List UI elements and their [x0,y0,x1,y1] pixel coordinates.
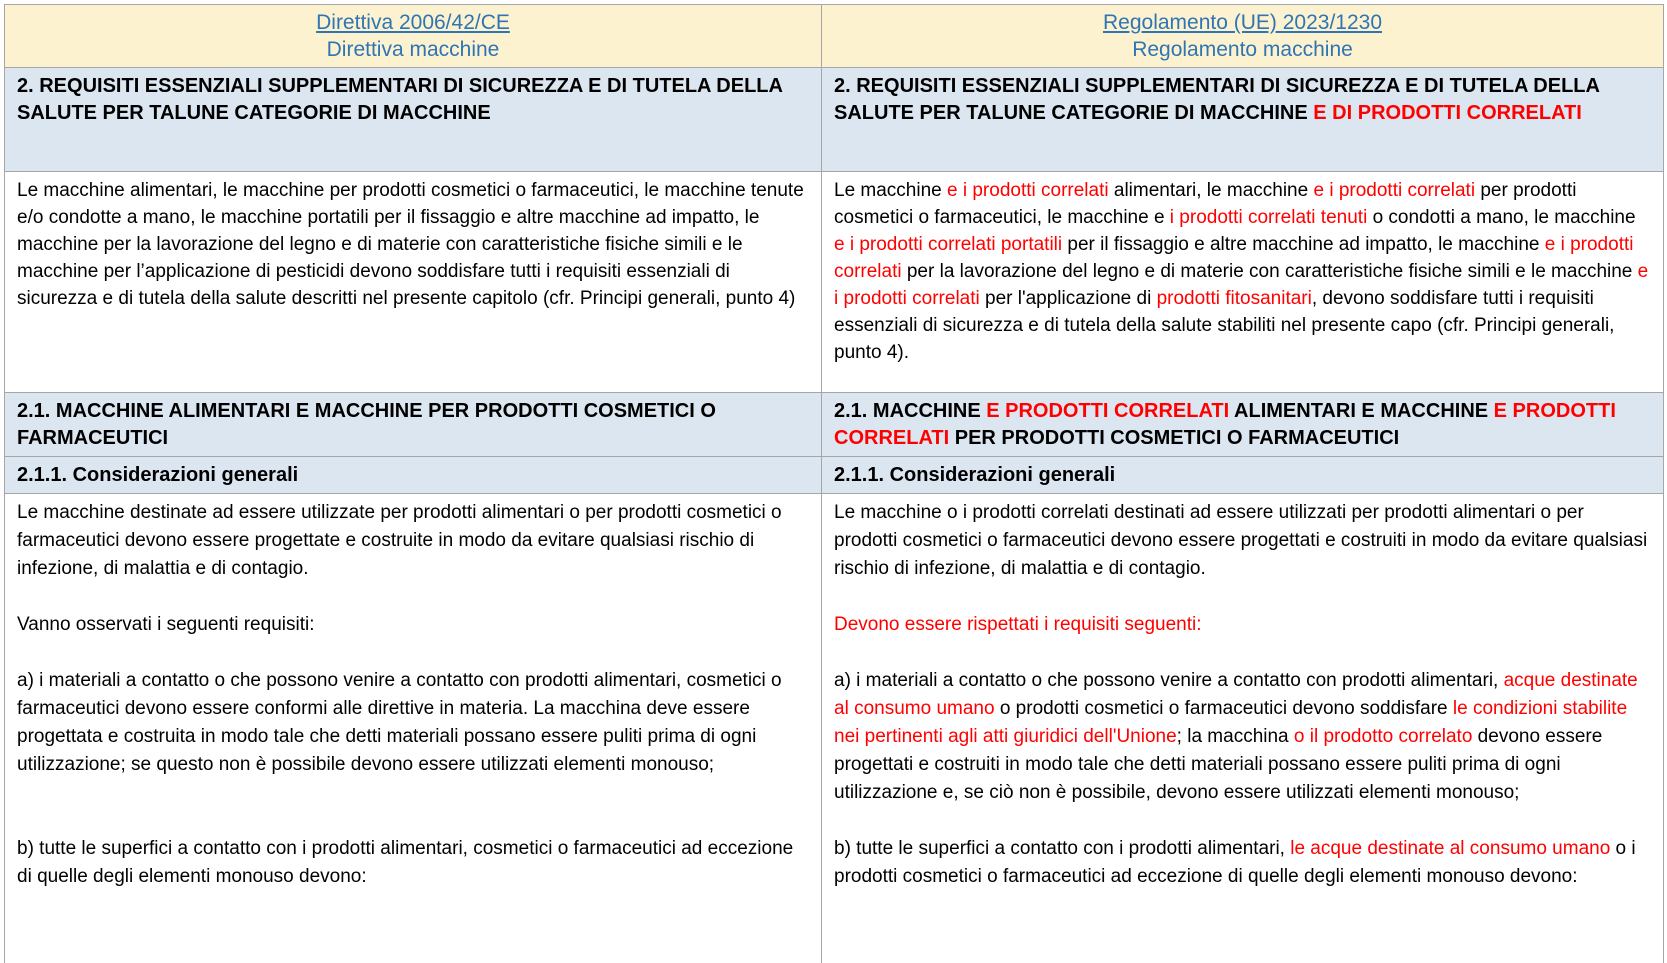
paragraph [17,73,809,127]
section2-heading-directive [5,68,822,172]
inserted-text: e i prodotti correlati [834,261,1649,309]
text-segment: o i prodotti cosmetici o farmaceutici ad eccezione di quelle degli elementi monouso devono: [834,838,1636,887]
blank-line [834,639,1651,667]
inserted-text: prodotti fitosanitari [1156,288,1312,309]
text-segment: 2.1. MACCHINE [834,400,987,422]
text-segment: Le macchine destinate ad essere utilizzate per prodotti alimentari o per prodotti cosmetici o farmaceutici devono essere progettate e costruite in modo da evitare qualsiasi rischio di infezione, di malattia e di contagio. [17,502,782,579]
text-segment: Le macchine alimentari, le macchine per prodotti cosmetici o farmaceutici, le macchine tenute e/o condotte a mano, le macchine portatili per il fissaggio e altre macchine ad impatto, le macchine per la lavorazione del legno e di materie con caratteristiche fisiche simili e le macchine per l’applicazione di pesticidi devono soddisfare tutti i requisiti essenziali di sicurezza e di tutela della salute descritti nel presente capitolo (cfr. Principi generali, punto 4) [17,180,804,309]
inserted-text: E DI PRODOTTI CORRELATI [1313,102,1582,124]
directive-subtitle: Direttiva macchine [326,38,500,61]
inserted-text: i prodotti correlati tenuti [1169,207,1368,228]
section2-heading-row [5,68,1664,172]
paragraph [17,462,809,489]
text-segment: per il fissaggio e altre macchine ad impatto, le macchine [1062,234,1545,255]
text-segment: Le macchine o i prodotti correlati destinati ad essere utilizzati per prodotti alimentari o per prodotti cosmetici o farmaceutici devono essere progettati e costruiti in modo da evitare qualsiasi rischio di infezione, di malattia e di contagio. [834,502,1648,579]
paragraph [834,462,1651,489]
paragraph [834,611,1651,639]
section211-body-row [5,494,1664,963]
inserted-text: E PRODOTTI CORRELATI [834,400,1616,449]
section21-heading-regulation [822,393,1664,457]
paragraph [834,177,1651,366]
section2-intro-regulation [822,172,1664,393]
text-segment: 2. REQUISITI ESSENZIALI SUPPLEMENTARI DI SICUREZZA E DI TUTELA DELLA SALUTE PER TALUNE CATEGORIE DI MACCHINE [17,75,783,124]
inserted-text: le acque destinate al consumo umano [1290,838,1611,859]
blank-line [17,807,809,835]
paragraph [834,667,1651,807]
section211-body-directive [5,494,822,963]
inserted-text: e i prodotti correlati [947,180,1109,201]
paragraph [17,611,809,639]
section211-heading-regulation [822,457,1664,494]
paragraph [17,835,809,891]
paragraph [834,499,1651,583]
section21-heading-directive [5,393,822,457]
paragraph [17,667,809,779]
text-segment: a) i materiali a contatto o che possono venire a contatto con prodotti alimentari, [834,670,1504,691]
section2-heading-regulation [822,68,1664,172]
blank-line [17,779,809,807]
regulation-subtitle: Regolamento macchine [1132,38,1353,61]
paragraph [834,398,1651,452]
header-row [5,5,1664,68]
text-segment: per la lavorazione del legno e di materie con caratteristiche fisiche simili e le macchine [901,261,1638,282]
text-segment: devono essere progettati e costruiti in modo tale che detti materiali possano essere puliti prima di ogni utilizzazione e, se ciò non è possibile, devono essere utilizzati elementi monouso; [834,726,1603,803]
text-segment: Vanno osservati i seguenti requisiti: [17,614,315,635]
text-segment: ALIMENTARI E MACCHINE [1229,400,1494,422]
text-segment: ; la macchina [1176,726,1294,747]
text-segment: 2.1. MACCHINE ALIMENTARI E MACCHINE PER PRODOTTI COSMETICI O FARMACEUTICI [17,400,716,449]
section211-heading-directive [5,457,822,494]
text-segment: , devono soddisfare tutti i requisiti essenziali di sicurezza e di tutela della salute stabiliti nel presente capo (cfr. Principi generali, punto 4). [834,288,1615,363]
regulation-link[interactable]: Regolamento (UE) 2023/1230 [1102,11,1382,34]
text-segment: a) i materiali a contatto o che possono venire a contatto con prodotti alimentari, cosmetici o farmaceutici devono essere conformi alle direttive in materia. La macchina deve essere progettata e costruita in modo tale che detti materiali possano essere puliti prima di ogni utilizzazione; se questo non è possibile devono essere utilizzati elementi monouso; [17,670,782,775]
section2-intro-row [5,172,1664,393]
paragraph [834,73,1651,127]
header-cell-directive [5,5,822,68]
section21-heading-row [5,393,1664,457]
text-segment: 2.1.1. Considerazioni generali [834,464,1116,486]
blank-line [834,807,1651,835]
inserted-text: e i prodotti correlati [1313,180,1476,201]
text-segment: PER PRODOTTI COSMETICI O FARMACEUTICI [949,427,1400,449]
text-segment: per prodotti cosmetici o farmaceutici, le macchine e [834,180,1577,228]
header-cell-regulation [822,5,1664,68]
text-segment: 2. REQUISITI ESSENZIALI SUPPLEMENTARI DI SICUREZZA E DI TUTELA DELLA SALUTE PER TALUNE CATEGORIE DI MACCHINE [834,75,1600,124]
inserted-text: e i prodotti correlati [834,234,1634,282]
inserted-text: acque destinate al consumo umano [834,670,1638,719]
text-segment: o condotti a mano, le macchine [1367,207,1636,228]
paragraph [834,835,1651,891]
section211-heading-row [5,457,1664,494]
inserted-text: o il prodotto correlato [1293,726,1473,747]
blank-line [17,583,809,611]
blank-line [17,639,809,667]
text-segment: Le macchine [834,180,948,201]
comparison-table [4,4,1664,963]
blank-line [834,583,1651,611]
text-segment: o prodotti cosmetici o farmaceutici devono soddisfare [994,698,1453,719]
inserted-text: e i prodotti correlati portatili [834,234,1063,255]
directive-link[interactable]: Direttiva 2006/42/CE [316,11,510,34]
text-segment: 2.1.1. Considerazioni generali [17,464,299,486]
paragraph [17,398,809,452]
paragraph [17,177,809,312]
text-segment: per l'applicazione di [979,288,1157,309]
inserted-text: le condizioni stabilite nei pertinenti agli atti giuridici dell'Unione [834,698,1628,747]
text-segment: alimentari, le macchine [1108,180,1314,201]
section211-body-regulation [822,494,1664,963]
section2-intro-directive [5,172,822,393]
paragraph [17,499,809,583]
inserted-text: Devono essere rispettati i requisiti seguenti: [834,614,1202,635]
inserted-text: E PRODOTTI CORRELATI [986,400,1230,422]
text-segment: b) tutte le superfici a contatto con i prodotti alimentari, [834,838,1291,859]
text-segment: b) tutte le superfici a contatto con i prodotti alimentari, cosmetici o farmaceutici ad eccezione di quelle degli elementi monouso devono: [17,838,794,887]
